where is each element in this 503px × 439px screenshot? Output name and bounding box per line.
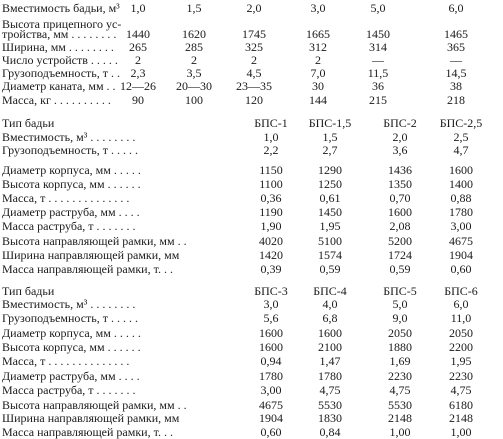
- row-label: Масса раструба, т . . . . . . .: [2, 383, 136, 397]
- row-value: 23—35: [236, 79, 272, 93]
- row-value: БПС-3: [254, 284, 288, 298]
- row-value: 38: [450, 79, 462, 93]
- row-value: 314: [369, 40, 387, 54]
- row-value: 36: [372, 79, 384, 93]
- row-value: 0,60: [260, 425, 282, 439]
- row-value: 4,75: [319, 383, 341, 397]
- row-value: 1465: [444, 27, 468, 41]
- row-value: 20—30: [176, 79, 212, 93]
- row-value: 6180: [449, 398, 473, 412]
- row-value: 6,0: [453, 297, 469, 311]
- table2-header: [0, 117, 503, 129]
- row-value: 2,0: [392, 130, 408, 144]
- row-value: 11,0: [450, 311, 472, 325]
- row-label: Высота корпуса, мм . . . . . .: [2, 340, 141, 354]
- row-value: 1290: [318, 163, 342, 177]
- row-label: Тип бадьи: [2, 116, 55, 130]
- row-value: 1436: [388, 163, 412, 177]
- row-value: 9,0: [392, 311, 408, 325]
- row-value: 1780: [318, 369, 342, 383]
- row-value: 1780: [259, 369, 283, 383]
- row-value: 2050: [449, 326, 473, 340]
- row-value: 1904: [259, 411, 283, 425]
- row-value: 1440: [126, 27, 150, 41]
- row-value: 2: [135, 53, 141, 67]
- row-value: 1400: [449, 177, 473, 191]
- row-label: тройства, мм . . . . . . . .: [2, 27, 117, 41]
- row-value: 4,0: [322, 297, 338, 311]
- row-value: 0,59: [389, 262, 411, 276]
- table2-row: [0, 178, 503, 190]
- row-value: 144: [309, 93, 327, 107]
- row-value: 1574: [318, 248, 342, 262]
- row-value: 0,60: [450, 262, 472, 276]
- row-value: 0,61: [319, 191, 341, 205]
- row-label: Грузоподъемность, т . .: [2, 66, 121, 80]
- row-value: 265: [129, 40, 147, 54]
- row-label: Диаметр раструба, мм . . . .: [2, 369, 140, 383]
- row-label: Диаметр каната, мм . .: [2, 79, 116, 93]
- row-value: 3,0: [310, 1, 326, 15]
- row-label: Вместимость бадьи, м³: [2, 1, 120, 15]
- row-value: 1,0: [263, 130, 279, 144]
- row-value: 2: [191, 53, 197, 67]
- row-value: 1420: [259, 248, 283, 262]
- row-value: 120: [245, 93, 263, 107]
- row-value: 1100: [259, 177, 283, 191]
- row-value: 2050: [388, 326, 412, 340]
- table2-row: [0, 263, 503, 275]
- row-value: 5530: [318, 398, 342, 412]
- row-value: 4,75: [389, 383, 411, 397]
- row-label: Высота направляющей рамки, мм . .: [2, 398, 187, 412]
- row-value: 0,88: [450, 191, 472, 205]
- row-value: 3,0: [263, 297, 279, 311]
- table1-row: [0, 54, 503, 66]
- row-value: 4,7: [453, 143, 469, 157]
- table2-row: [0, 220, 503, 232]
- row-value: 1,00: [450, 425, 472, 439]
- row-value: 3,5: [186, 66, 202, 80]
- table1-row: [0, 67, 503, 79]
- row-value: 2,08: [389, 219, 411, 233]
- row-value: 0,36: [260, 191, 282, 205]
- row-value: 6,8: [322, 311, 338, 325]
- row-value: 1600: [388, 205, 412, 219]
- row-label: Число устройств . . . . .: [2, 53, 118, 67]
- row-value: 1600: [259, 326, 283, 340]
- row-value: 1,95: [450, 354, 472, 368]
- row-value: 6,0: [448, 1, 464, 15]
- row-value: БПС-2,5: [439, 116, 483, 130]
- row-value: 2,0: [246, 1, 262, 15]
- row-value: 7,0: [310, 66, 326, 80]
- row-label: Масса направляющей рамки, т. . .: [2, 262, 173, 276]
- row-value: БПС-1: [254, 116, 288, 130]
- row-value: 4,5: [246, 66, 262, 80]
- table3-row: [0, 370, 503, 382]
- row-value: 215: [369, 93, 387, 107]
- row-value: 1780: [449, 205, 473, 219]
- row-value: 0,39: [260, 262, 282, 276]
- row-value: 325: [245, 40, 263, 54]
- row-value: 1150: [259, 163, 283, 177]
- table3-row: [0, 426, 503, 438]
- row-value: 5,6: [263, 311, 279, 325]
- row-value: 0,94: [260, 354, 282, 368]
- row-label: Масса, кг . . . . . . . . . .: [2, 93, 111, 107]
- row-value: 1745: [242, 27, 266, 41]
- row-label: Высота корпуса, мм . . . . . .: [2, 177, 141, 191]
- row-value: 1724: [388, 248, 412, 262]
- row-value: 3,6: [392, 143, 408, 157]
- row-value: 1600: [318, 326, 342, 340]
- row-value: 2: [315, 53, 321, 67]
- row-value: 1880: [388, 340, 412, 354]
- table3-row: [0, 384, 503, 396]
- row-value: 5,0: [370, 1, 386, 15]
- row-label: Тип бадьи: [2, 284, 55, 298]
- table2-row: [0, 249, 503, 261]
- row-value: 2148: [388, 411, 412, 425]
- table3-row: [0, 412, 503, 424]
- row-value: 90: [132, 93, 144, 107]
- row-value: 1600: [449, 163, 473, 177]
- row-value: 100: [185, 93, 203, 107]
- row-value: 5530: [388, 398, 412, 412]
- row-value: 2,5: [453, 130, 469, 144]
- row-value: 3,00: [260, 383, 282, 397]
- row-value: 1600: [259, 340, 283, 354]
- table2-row: [0, 144, 503, 156]
- row-value: 2,3: [130, 66, 146, 80]
- row-label: Диаметр корпуса, мм . . . . .: [2, 163, 141, 177]
- table1-row: [0, 41, 503, 53]
- table1-row: [0, 80, 503, 92]
- row-label: Грузоподъемность, т . . . . .: [2, 143, 139, 157]
- row-value: 1,00: [389, 425, 411, 439]
- row-value: 1,5: [322, 130, 338, 144]
- row-value: 5100: [318, 234, 342, 248]
- row-value: 1,90: [260, 219, 282, 233]
- table3-row: [0, 341, 503, 353]
- row-label: Высота прицепного ус-: [2, 17, 122, 31]
- row-label: Масса, т . . . . . . . . . . . . . .: [2, 354, 130, 368]
- table3-row: [0, 355, 503, 367]
- row-value: БПС-5: [383, 284, 417, 298]
- row-value: 1620: [182, 27, 206, 41]
- row-value: 1,5: [186, 1, 202, 15]
- row-label: Вместимость, м³ . . . . . . . .: [2, 130, 136, 144]
- row-label: Ширина направляющей рамки, мм: [2, 411, 180, 425]
- row-value: 0,59: [319, 262, 341, 276]
- row-value: 11,5: [367, 66, 389, 80]
- table1-row: [0, 94, 503, 106]
- row-value: 4,75: [450, 383, 472, 397]
- row-value: 1,0: [130, 1, 146, 15]
- row-value: 3,00: [450, 219, 472, 233]
- table2-row: [0, 206, 503, 218]
- table1-row: [0, 2, 503, 14]
- row-value: 4020: [259, 234, 283, 248]
- table3-row: [0, 399, 503, 411]
- row-value: 1350: [388, 177, 412, 191]
- table2-row: [0, 131, 503, 143]
- row-label: Высота направляющей рамки, мм . .: [2, 234, 187, 248]
- row-value: 365: [447, 40, 465, 54]
- row-label: Диаметр раструба, мм . . . .: [2, 205, 140, 219]
- table3-row: [0, 327, 503, 339]
- row-value: 1665: [306, 27, 330, 41]
- row-value: БПС-4: [313, 284, 347, 298]
- table3-header: [0, 285, 503, 297]
- row-value: 1250: [318, 177, 342, 191]
- row-value: 1,95: [319, 219, 341, 233]
- row-value: 14,5: [445, 66, 467, 80]
- row-value: 2230: [449, 369, 473, 383]
- row-value: 4675: [449, 234, 473, 248]
- row-value: —: [372, 53, 384, 67]
- table2-row: [0, 164, 503, 176]
- row-value: 1904: [449, 248, 473, 262]
- row-value: 4675: [259, 398, 283, 412]
- row-value: 30: [312, 79, 324, 93]
- row-value: 2: [251, 53, 257, 67]
- row-value: БПС-2: [383, 116, 417, 130]
- row-value: 1830: [318, 411, 342, 425]
- row-value: 1450: [318, 205, 342, 219]
- row-value: 5200: [388, 234, 412, 248]
- table3-row: [0, 298, 503, 310]
- row-label: Диаметр корпуса, мм . . . . .: [2, 326, 141, 340]
- row-label: Ширина, мм . . . . . . . .: [2, 40, 114, 54]
- row-value: 285: [185, 40, 203, 54]
- row-value: БПС-6: [444, 284, 478, 298]
- row-value: 2,7: [322, 143, 338, 157]
- row-value: 0,84: [319, 425, 341, 439]
- row-value: 2100: [318, 340, 342, 354]
- row-label: Ширина направляющей рамки, мм: [2, 248, 180, 262]
- table2-row: [0, 235, 503, 247]
- table2-row: [0, 192, 503, 204]
- row-label: Масса раструба, т . . . . . . .: [2, 219, 136, 233]
- table3-row: [0, 312, 503, 324]
- row-value: —: [450, 53, 462, 67]
- row-label: Масса, т . . . . . . . . . . . . . .: [2, 191, 130, 205]
- row-value: 1450: [366, 27, 390, 41]
- row-value: 2,2: [263, 143, 279, 157]
- row-value: 312: [309, 40, 327, 54]
- row-value: 2148: [449, 411, 473, 425]
- row-label: Масса направляющей рамки, т. . .: [2, 425, 173, 439]
- row-value: 1190: [259, 205, 283, 219]
- row-value: БПС-1,5: [308, 116, 352, 130]
- row-value: 2230: [388, 369, 412, 383]
- row-value: 218: [447, 93, 465, 107]
- row-label: Грузоподъемность, т . . . . .: [2, 311, 139, 325]
- row-label: Вместимость, м³ . . . . . . . .: [2, 297, 136, 311]
- row-value: 12—26: [120, 79, 156, 93]
- row-value: 0,70: [389, 191, 411, 205]
- table1-row: [0, 28, 503, 40]
- row-value: 5,0: [392, 297, 408, 311]
- row-value: 1,47: [319, 354, 341, 368]
- row-value: 1,69: [389, 354, 411, 368]
- row-value: 2200: [449, 340, 473, 354]
